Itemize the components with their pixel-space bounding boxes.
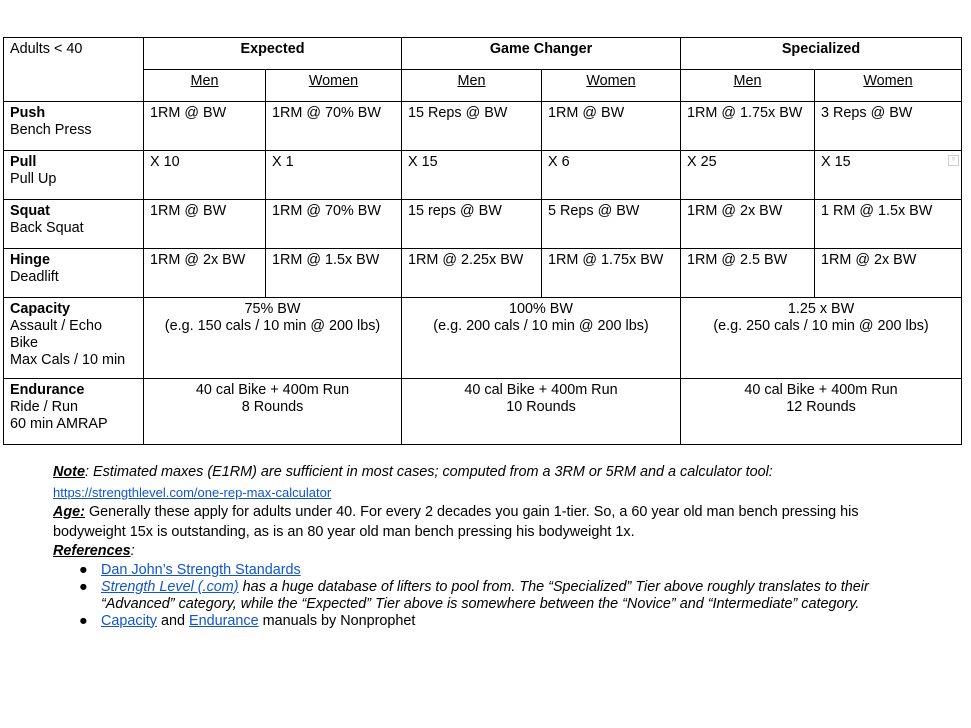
table-cell: 15 reps @ BW [402, 200, 542, 249]
row-header-pull [4, 151, 144, 200]
table-cell-text: X 15 [821, 154, 851, 170]
strength-level-link[interactable]: Strength Level (.com) [101, 578, 239, 595]
merged-cell [144, 298, 402, 379]
table-cell: X 1 [266, 151, 402, 200]
age-label: Age: [53, 504, 85, 520]
row-title: Pull [10, 154, 37, 170]
references-colon: : [130, 543, 135, 559]
list-item [53, 579, 933, 613]
table-row [4, 102, 962, 151]
age-text: Generally these apply for adults under 40. For every 2 decades you gain 1-tier. So, a 60 year old man bench pressing his bodyweight 15x is outstanding, as is an 80 year old man bench pressing his bodyweight 1x. [53, 504, 859, 540]
bullet-icon: ● [79, 612, 88, 629]
dropdown-arrow-icon[interactable]: ▿ [948, 155, 959, 166]
note-paragraph [53, 463, 933, 483]
table-cell: X 15 [402, 151, 542, 200]
cell-line: (e.g. 200 cals / 10 min @ 200 lbs) [433, 318, 649, 334]
calculator-link[interactable]: https://strengthlevel.com/one-rep-max-calculator [53, 484, 332, 500]
table-cell: 1RM @ 2x BW [144, 249, 266, 298]
capacity-link[interactable]: Capacity [101, 612, 157, 629]
table-cell: 1RM @ BW [542, 102, 681, 151]
bullet-icon: ● [79, 561, 88, 578]
note-text: Estimated maxes (E1RM) are sufficient in most cases; computed from a 3RM or 5RM and a calculator tool: [88, 464, 773, 480]
merged-cell [681, 298, 962, 379]
references-label: References [53, 543, 131, 559]
cell-line: 1.25 x BW [787, 301, 855, 317]
note-link-line [53, 483, 933, 504]
table-row [4, 249, 962, 298]
age-paragraph [53, 503, 933, 542]
row-title: Squat [10, 203, 50, 219]
cell-line: 40 cal Bike + 400m Run [195, 382, 350, 398]
table-cell: X 6 [542, 151, 681, 200]
row-subtitle: 60 min AMRAP [10, 416, 108, 432]
table-cell: 5 Reps @ BW [542, 200, 681, 249]
endurance-link[interactable]: Endurance [189, 612, 259, 629]
row-subtitle: Back Squat [10, 220, 84, 236]
group-header-game-changer: Game Changer [402, 38, 681, 70]
row-subtitle: Bench Press [10, 122, 92, 138]
table-cell: X 25 [681, 151, 815, 200]
row-subtitle: Pull Up [10, 171, 57, 187]
table-cell: 1RM @ 1.75x BW [542, 249, 681, 298]
row-title: Push [10, 105, 46, 121]
gender-header: Women [815, 70, 962, 102]
table-cell: 1RM @ BW [144, 102, 266, 151]
table-cell [815, 151, 962, 200]
table-cell: 1RM @ BW [144, 200, 266, 249]
group-header-expected: Expected [144, 38, 402, 70]
merged-cell [402, 379, 681, 445]
manuals-text: manuals by Nonprophet [258, 612, 416, 629]
cell-line: 40 cal Bike + 400m Run [744, 382, 898, 398]
and-text: and [157, 612, 190, 629]
table-row [4, 379, 962, 445]
row-header-hinge [4, 249, 144, 298]
merged-cell [402, 298, 681, 379]
cell-line: 10 Rounds [506, 399, 576, 415]
row-subtitle: Bike [10, 335, 38, 351]
table-cell: 1RM @ 1.5x BW [266, 249, 402, 298]
row-header-capacity [4, 298, 144, 379]
table-cell: 15 Reps @ BW [402, 102, 542, 151]
gender-header: Men [402, 70, 542, 102]
row-title: Capacity [10, 301, 70, 317]
note-colon: : [84, 464, 89, 480]
cell-line: 100% BW [509, 301, 573, 317]
note-label: Note [53, 464, 85, 480]
dan-john-link[interactable]: Dan John’s Strength Standards [101, 561, 301, 578]
references-heading [53, 542, 933, 562]
gender-header: Women [266, 70, 402, 102]
notes-section [53, 463, 933, 630]
cell-line: 40 cal Bike + 400m Run [464, 382, 618, 398]
gender-header: Men [144, 70, 266, 102]
table-row [4, 200, 962, 249]
row-title: Hinge [10, 252, 50, 268]
gender-header: Men [681, 70, 815, 102]
cell-line: 75% BW [244, 301, 301, 317]
table-cell: 1RM @ 70% BW [266, 200, 402, 249]
table-cell: 1RM @ 2x BW [681, 200, 815, 249]
table-cell: 1 RM @ 1.5x BW [815, 200, 962, 249]
list-item [53, 562, 933, 579]
table-cell: 1RM @ 2x BW [815, 249, 962, 298]
group-header-specialized: Specialized [681, 38, 962, 70]
strength-standards-table [3, 37, 962, 445]
table-row [4, 298, 962, 379]
merged-cell [681, 379, 962, 445]
row-header-push [4, 102, 144, 151]
references-list [53, 562, 933, 630]
strength-level-text: has a huge database of lifters to pool from. The “Specialized” Tier above roughly translates to their “Advanced” category, while the “Expected” Tier above is somewhere between the “Novice” and “Intermediate” category. [101, 578, 869, 612]
row-header-squat [4, 200, 144, 249]
cell-line: 12 Rounds [786, 399, 856, 415]
cell-line: 8 Rounds [241, 399, 304, 415]
row-subtitle: Ride / Run [10, 399, 78, 415]
list-item [53, 613, 933, 630]
row-subtitle: Assault / Echo [10, 318, 102, 334]
row-header-endurance [4, 379, 144, 445]
table-cell: 1RM @ 70% BW [266, 102, 402, 151]
table-cell: 1RM @ 2.5 BW [681, 249, 815, 298]
row-subtitle: Max Cals / 10 min [10, 352, 126, 368]
cell-line: (e.g. 150 cals / 10 min @ 200 lbs) [164, 318, 381, 334]
row-subtitle: Deadlift [10, 269, 59, 285]
cell-line: (e.g. 250 cals / 10 min @ 200 lbs) [713, 318, 929, 334]
corner-cell: Adults < 40 [4, 38, 144, 102]
table-cell: 1RM @ 2.25x BW [402, 249, 542, 298]
bullet-icon: ● [79, 578, 88, 595]
table-row [4, 151, 962, 200]
table-cell: X 10 [144, 151, 266, 200]
merged-cell [144, 379, 402, 445]
table-cell: 3 Reps @ BW [815, 102, 962, 151]
row-title: Endurance [10, 382, 85, 398]
gender-header: Women [542, 70, 681, 102]
table-cell: 1RM @ 1.75x BW [681, 102, 815, 151]
